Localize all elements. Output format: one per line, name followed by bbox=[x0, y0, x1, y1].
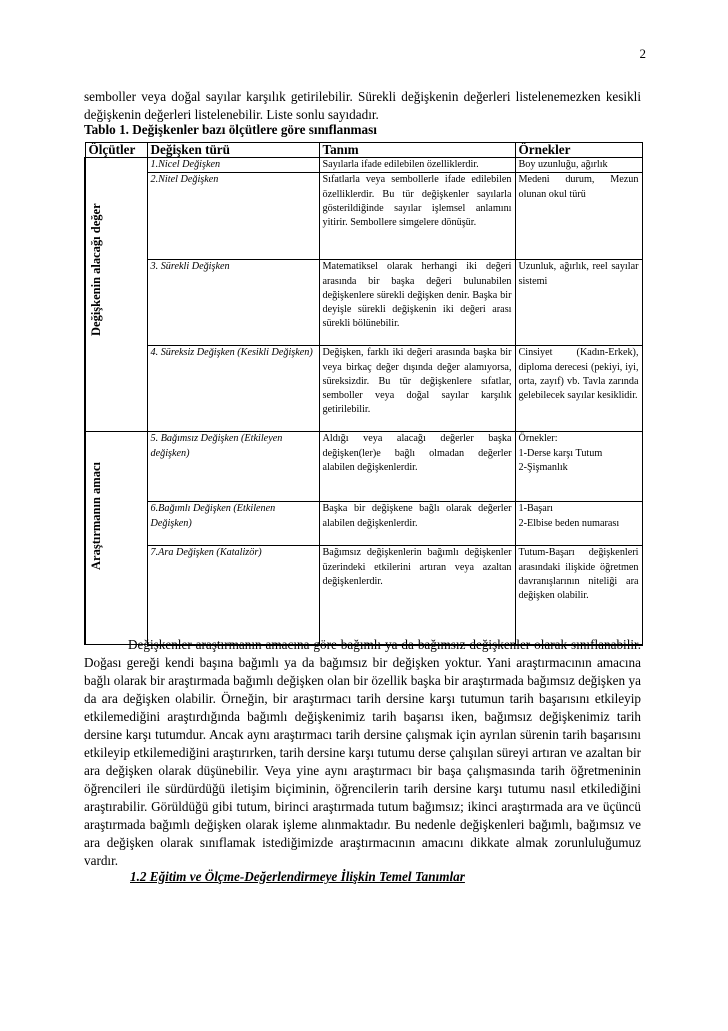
variable-examples: Cinsiyet (Kadın-Erkek), diploma derecesi (pekiyi, iyi, orta, zayıf) vb. Tavla zarında gelebilecek sayılar kesiklidir. bbox=[515, 346, 642, 432]
variable-definition: Değişken, farklı iki değeri arasında başka bir veya birkaç değer dışında değer alamıyorsa, süreksizdir. Bu tür değişkenlere sıfatlar, semboller veya doğal sayılar karşılık getirilebilir. bbox=[319, 346, 515, 432]
table-header-row bbox=[85, 143, 642, 158]
variable-definition: Sıfatlarla veya sembollerle ifade edilebilen özelliklerdir. Bu tür değişkenler sayılarla gösterildiğinde sayılar işlemsel anlamını yitirir. Sembollere simgelere dönüşür. bbox=[319, 173, 515, 260]
variable-examples: Uzunluk, ağırlık, reel sayılar sistemi bbox=[515, 260, 642, 346]
table-row bbox=[85, 346, 642, 432]
variable-type: 4. Süreksiz Değişken (Kesikli Değişken) bbox=[147, 346, 319, 432]
body-paragraph-text: Değişkenler araştırmanın amacına göre bağımlı ya da bağımsız değişkenler olarak sınıflanabilir. Doğası gereği kendi başına bağımlı ya da bağımsız bir değişken yoktur. Yani araştırmacının amacına bağlı olarak bir araştırmada bağımlı değişken olan bir özellik başka bir araştırmada bağımsız değişken ya da ara değişken olabilir. Örneğin, bir araştırmacı tarih dersine karşı tutumun tarih başarısını etkileyip etkilemediğini araştırdığında bağımlı değişkenimiz tarih başarısı iken, bağımsız değişkenimiz tarih dersine karşı tutumdur. Ancak aynı araştırmacı tarih dersine çalışmak için ayrılan sürenin tarih başarısını etkileyip etkilemediğini araştırırken, tarih dersine karşı tutumu derse çalışılan süreyi artıran ve azaltan bir ara değişken olarak düşünebilir. Veya yine aynı araştırmacı bir başa çalışmasında tarih öğretmeninin öğrencileri ile sürdürdüğü iletişim biçiminin, öğrencilerin tarih dersine karşı tutumu nasıl etkilediğini araştırabilir. Görüldüğü gibi tutum, birinci araştırmada tutum bağımsız; ikinci araştırmada ara ve üçüncü araştırmada bağımlı değişken olarak işleme alınmaktadır. Bu nedenle değişkenleri bağımlı, bağımsız ve ara değişken olarak sınıflamak istediğimizde araştırmacının amacını dikkate almak zorunluluğumuz vardır. bbox=[84, 637, 641, 868]
header-variable-type: Değişken türü bbox=[147, 143, 319, 158]
table-row bbox=[85, 546, 642, 645]
variable-examples: Boy uzunluğu, ağırlık bbox=[515, 158, 642, 173]
header-criteria: Ölçütler bbox=[85, 143, 147, 158]
variable-type: 7.Ara Değişken (Katalizör) bbox=[147, 546, 319, 645]
table-row bbox=[85, 173, 642, 260]
variable-type: 6.Bağımlı Değişken (Etkilenen Değişken) bbox=[147, 502, 319, 546]
variable-definition: Sayılarla ifade edilebilen özelliklerdir. bbox=[319, 158, 515, 173]
header-definition: Tanım bbox=[319, 143, 515, 158]
classification-table bbox=[84, 142, 643, 646]
variable-definition: Aldığı veya alacağı değerler başka değişken(ler)e bağlı olmadan değerler alabilen değişkenlerdir. bbox=[319, 432, 515, 502]
variable-definition: Matematiksel olarak herhangi iki değeri arasında bir başka değeri bulunabilen değişkenlere sürekli değişken denir. Başka bir deyişle sürekli değişkenin iki değeri arası sürekli bölünebilir. bbox=[319, 260, 515, 346]
header-examples: Örnekler bbox=[515, 143, 642, 158]
table-row bbox=[85, 260, 642, 346]
group-label-value: Değişkenin alacağı değer bbox=[89, 203, 103, 336]
body-paragraph bbox=[84, 636, 641, 870]
variable-type: 2.Nitel Değişken bbox=[147, 173, 319, 260]
variable-examples: Örnekler: 1-Derse karşı Tutum 2-Şişmanlık bbox=[515, 432, 642, 502]
variable-definition: Bağımsız değişkenlerin bağımlı değişkenler üzerindeki etkilerini artıran veya azaltan değişkenlerdir. bbox=[319, 546, 515, 645]
intro-paragraph: semboller veya doğal sayılar karşılık getirilebilir. Sürekli değişkenin değerleri listelenemezken kesikli değişkenin değerleri listelenebilir. Liste sonlu sayıdadır. bbox=[84, 89, 641, 122]
page-number: 2 bbox=[639, 46, 646, 61]
variable-type: 1.Nicel Değişken bbox=[147, 158, 319, 173]
variable-type: 3. Sürekli Değişken bbox=[147, 260, 319, 346]
variable-type: 5. Bağımsız Değişken (Etkileyen değişken) bbox=[147, 432, 319, 502]
variable-definition: Başka bir değişkene bağlı olarak değerler alabilen değişkenlerdir. bbox=[319, 502, 515, 546]
variable-examples: Tutum-Başarı değişkenleri arasındaki ilişkide öğretmen davranışlarının niteliği ara değişken olabilir. bbox=[515, 546, 642, 645]
variable-examples: 1-Başarı 2-Elbise beden numarası bbox=[515, 502, 642, 546]
table-caption: Tablo 1. Değişkenler bazı ölçütlere göre sınıflanması bbox=[84, 122, 377, 137]
section-subheading: 1.2 Eğitim ve Ölçme-Değerlendirmeye İlişkin Temel Tanımlar bbox=[130, 869, 465, 884]
group-label-purpose: Araştırmanın amacı bbox=[89, 462, 103, 571]
table-row bbox=[85, 502, 642, 546]
variable-examples: Medeni durum, Mezun olunan okul türü bbox=[515, 173, 642, 260]
group-cell-purpose bbox=[85, 432, 147, 645]
table-row bbox=[85, 158, 642, 173]
table-row bbox=[85, 432, 642, 502]
group-cell-value bbox=[85, 158, 147, 432]
